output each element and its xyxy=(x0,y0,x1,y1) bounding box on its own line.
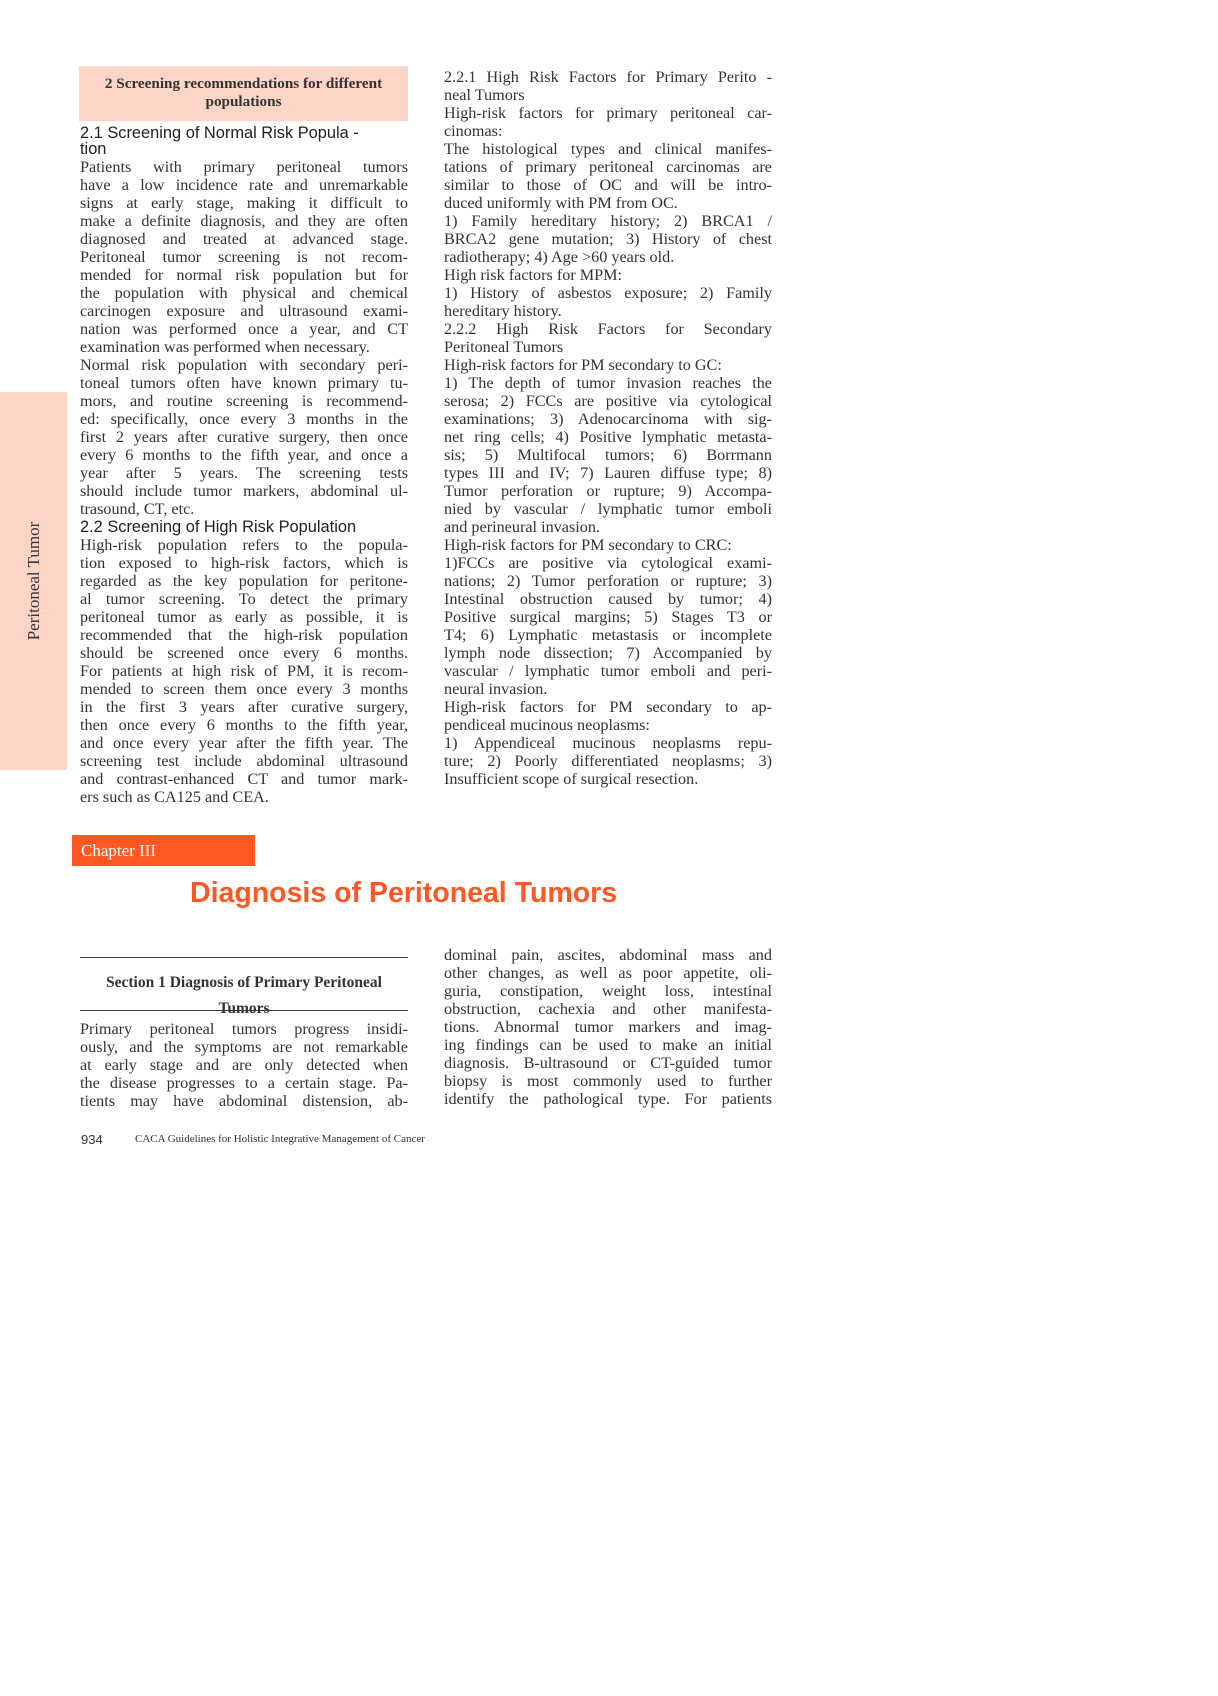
text-line: High risk factors for MPM: xyxy=(444,266,623,284)
left-column xyxy=(80,124,408,806)
text-line: ers such as CA125 and CEA. xyxy=(80,788,269,806)
right-column xyxy=(444,68,772,788)
text-line: obstruction, cachexia and other manifesta- xyxy=(444,1000,772,1018)
text-line: High-risk factors for PM secondary to ap- xyxy=(444,698,772,716)
text-line: Primary peritoneal tumors progress insidi- xyxy=(80,1020,408,1038)
text-line: Intestinal obstruction caused by tumor; 4) xyxy=(444,590,772,608)
text-line: neural invasion. xyxy=(444,680,548,698)
text-line: The histological types and clinical manifes- xyxy=(444,140,772,158)
text-line: net ring cells; 4) Positive lymphatic metasta- xyxy=(444,428,772,446)
text-line: types III and IV; 7) Lauren diffuse type; 8) xyxy=(444,464,772,482)
text-line: Peritoneal tumor screening is not recom- xyxy=(80,248,408,266)
text-line: should include tumor markers, abdominal ul- xyxy=(80,482,408,500)
side-chapter-tab xyxy=(0,392,67,770)
text-line: BRCA2 gene mutation; 3) History of chest xyxy=(444,230,772,248)
text-line: duced uniformly with PM from OC. xyxy=(444,194,678,212)
text-line: sis; 5) Multifocal tumors; 6) Borrmann xyxy=(444,446,772,464)
text-line: the population with physical and chemical xyxy=(80,284,408,302)
text-line: biopsy is most commonly used to further xyxy=(444,1072,772,1090)
text-line: pendiceal mucinous neoplasms: xyxy=(444,716,650,734)
text-line: mors, and routine screening is recommend- xyxy=(80,392,408,410)
text-line: nation was performed once a year, and CT xyxy=(80,320,408,338)
text-line: 1) Family hereditary history; 2) BRCA1 / xyxy=(444,212,772,230)
text-line: and perineural invasion. xyxy=(444,518,600,536)
text-line: at early stage and are only detected when xyxy=(80,1056,408,1074)
text-line: mended for normal risk population but for xyxy=(80,266,408,284)
section-1-heading-line: Tumors xyxy=(218,1000,270,1017)
text-line: cinomas: xyxy=(444,122,503,140)
text-line: examinations; 3) Adenocarcinoma with sig- xyxy=(444,410,772,428)
text-line: 1)FCCs are positive via cytological exami- xyxy=(444,554,772,572)
text-line: have a low incidence rate and unremarkable xyxy=(80,176,408,194)
subheading-2-1: 2.1 Screening of Normal Risk Popula - xyxy=(80,124,359,142)
text-line: examination was performed when necessary. xyxy=(80,338,370,356)
text-line: toneal tumors often have known primary tu- xyxy=(80,374,408,392)
text-line: vascular / lymphatic tumor emboli and peri- xyxy=(444,662,772,680)
text-line: neal Tumors xyxy=(444,86,525,104)
text-line: first 2 years after curative surgery, then once xyxy=(80,428,408,446)
subheading-2-1-cont: tion xyxy=(80,140,107,158)
paragraph-2-2 xyxy=(80,536,408,806)
text-line: Peritoneal Tumors xyxy=(444,338,564,356)
text-line: diagnosis. B-ultrasound or CT-guided tumor xyxy=(444,1054,772,1072)
text-line: 2.2.1 High Risk Factors for Primary Perito - xyxy=(444,68,772,86)
text-line: ed: specifically, once every 3 months in the xyxy=(80,410,408,428)
text-line: should be screened once every 6 months. xyxy=(80,644,408,662)
text-line: hereditary history. xyxy=(444,302,562,320)
text-line: ously, and the symptoms are not remarkable xyxy=(80,1038,408,1056)
section-heading-line: 2 Screening recommendations for different xyxy=(104,75,383,92)
text-line: T4; 6) Lymphatic metastasis or incomplete xyxy=(444,626,772,644)
page-footer xyxy=(81,1132,425,1147)
section-heading-box xyxy=(79,66,408,121)
chapter-title: Diagnosis of Peritoneal Tumors xyxy=(190,877,618,909)
text-line: 1) Appendiceal mucinous neoplasms repu- xyxy=(444,734,772,752)
text-line: guria, constipation, weight loss, intestinal xyxy=(444,982,772,1000)
text-line: Insufficient scope of surgical resection. xyxy=(444,770,699,788)
section-1-left-text xyxy=(80,1020,408,1110)
text-line: diagnosed and treated at advanced stage. xyxy=(80,230,408,248)
book-title: CACA Guidelines for Holistic Integrative Management of Cancer xyxy=(135,1133,425,1145)
paragraph-2-1 xyxy=(80,158,408,518)
section-1-heading xyxy=(80,957,408,1017)
text-line: Tumor perforation or rupture; 9) Accompa- xyxy=(444,482,772,500)
text-line: tations of primary peritoneal carcinomas are xyxy=(444,158,772,176)
text-line: the disease progresses to a certain stage. Pa- xyxy=(80,1074,408,1092)
text-line: 1) History of asbestos exposure; 2) Family xyxy=(444,284,772,302)
text-line: recommended that the high-risk population xyxy=(80,626,408,644)
section-1-right-text xyxy=(444,946,772,1108)
text-line: and contrast-enhanced CT and tumor mark- xyxy=(80,770,408,788)
text-line: peritoneal tumor as early as possible, it is xyxy=(80,608,408,626)
text-line: Normal risk population with secondary peri- xyxy=(80,356,408,374)
text-line: lymph node dissection; 7) Accompanied by xyxy=(444,644,772,662)
text-line: make a definite diagnosis, and they are often xyxy=(80,212,408,230)
text-line: similar to those of OC and will be intro- xyxy=(444,176,772,194)
text-line: dominal pain, ascites, abdominal mass and xyxy=(444,946,772,964)
text-line: Positive surgical margins; 5) Stages T3 or xyxy=(444,608,772,626)
text-line: carcinogen exposure and ultrasound exami- xyxy=(80,302,408,320)
text-line: ing findings can be used to make an initial xyxy=(444,1036,772,1054)
text-line: year after 5 years. The screening tests xyxy=(80,464,408,482)
text-line: in the first 3 years after curative surgery, xyxy=(80,698,408,716)
text-line: radiotherapy; 4) Age >60 years old. xyxy=(444,248,675,266)
text-line: then once every 6 months to the fifth year, xyxy=(80,716,408,734)
text-line: mended to screen them once every 3 months xyxy=(80,680,408,698)
text-line: 2.2.2 High Risk Factors for Secondary xyxy=(444,320,772,338)
text-line: High-risk population refers to the popula- xyxy=(80,536,408,554)
text-line: regarded as the key population for peritone- xyxy=(80,572,408,590)
text-line: and once every year after the fifth year. The xyxy=(80,734,408,752)
text-line: tion exposed to high-risk factors, which is xyxy=(80,554,408,572)
chapter-label-box xyxy=(72,835,255,866)
side-tab-label: Peritoneal Tumor xyxy=(23,521,43,641)
text-line: High-risk factors for PM secondary to CRC: xyxy=(444,536,732,554)
text-line: High-risk factors for primary peritoneal car- xyxy=(444,104,772,122)
section-heading-line: populations xyxy=(205,93,282,110)
text-line: nied by vascular / lymphatic tumor emboli xyxy=(444,500,772,518)
text-line: other changes, as well as poor appetite, oli- xyxy=(444,964,772,982)
text-line: High-risk factors for PM secondary to GC: xyxy=(444,356,722,374)
subheading-2-2: 2.2 Screening of High Risk Population xyxy=(80,518,357,536)
text-line: tions. Abnormal tumor markers and imag- xyxy=(444,1018,772,1036)
text-line: trasound, CT, etc. xyxy=(80,500,195,518)
chapter-label: Chapter III xyxy=(81,841,157,860)
text-line: nations; 2) Tumor perforation or rupture; 3) xyxy=(444,572,772,590)
text-line: identify the pathological type. For patients xyxy=(444,1090,772,1108)
text-line: every 6 months to the fifth year, and once a xyxy=(80,446,408,464)
text-line: screening test include abdominal ultrasound xyxy=(80,752,408,770)
page-number: 934 xyxy=(81,1132,103,1147)
text-line: Patients with primary peritoneal tumors xyxy=(80,158,408,176)
text-line: tients may have abdominal distension, ab- xyxy=(80,1092,408,1110)
text-line: signs at early stage, making it difficult to xyxy=(80,194,408,212)
text-line: ture; 2) Poorly differentiated neoplasms; 3) xyxy=(444,752,772,770)
section-1-heading-line: Section 1 Diagnosis of Primary Peritoneal xyxy=(106,974,382,991)
text-line: al tumor screening. To detect the primary xyxy=(80,590,408,608)
text-line: serosa; 2) FCCs are positive via cytological xyxy=(444,392,772,410)
text-line: 1) The depth of tumor invasion reaches the xyxy=(444,374,772,392)
text-line: For patients at high risk of PM, it is recom- xyxy=(80,662,408,680)
